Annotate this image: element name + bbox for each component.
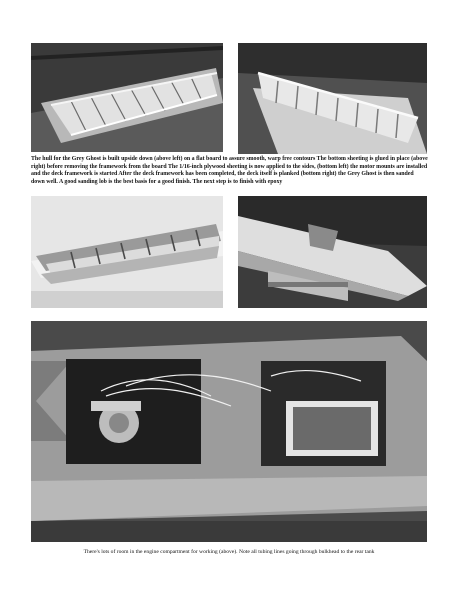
photo-engine-compartment [31, 321, 427, 542]
photo-side-sheeting [31, 196, 223, 308]
photo-planked-deck [238, 196, 427, 308]
photo-hull-framework [31, 43, 223, 152]
photo-bottom-sheeting [238, 43, 427, 154]
caption-hull-construction: The hull for the Grey Ghost is built upside down (above left) on a flat board to assure smooth, warp free contours The bottom sheeting is glued in place (above right) before removing the framework from the board The 1/16-inch plywood sheeting is now applied to the sides, (bottom left) the motor mounts are installed and the deck framework is started After the deck framework has been completed, the deck itself is planked (bottom right) the Grey Ghost is then sanded down well. A good sanding lob is the best basis for a good finish. The next step is to finish with epoxy [31, 156, 428, 185]
caption-engine-compartment: There's lots of room in the engine compartment for working (above). Note all tubing lines going through bulkhead to the rear tank [83, 549, 375, 555]
